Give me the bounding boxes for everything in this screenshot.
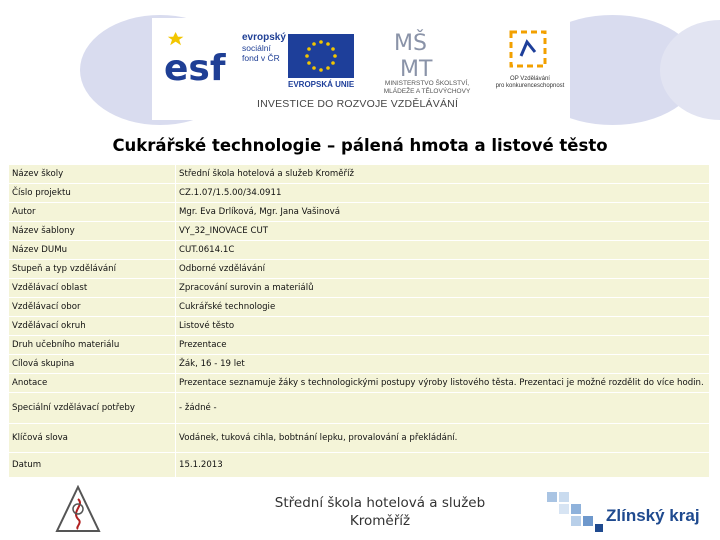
row-value: Žák, 16 - 19 let (176, 355, 710, 374)
row-key: Datum (9, 453, 176, 478)
eu-label: EVROPSKÁ UNIE (288, 80, 355, 89)
svg-text:MŠ: MŠ (394, 31, 427, 56)
school-logo-icon (55, 485, 101, 535)
row-value: CUT.0614.1C (176, 241, 710, 260)
school-name: Střední škola hotelová a služeb Kroměříž (274, 495, 486, 529)
op-vzdelavani-label: OP Vzdělávání pro konkurenceschopnost (495, 76, 565, 89)
esf-logo-icon (162, 30, 237, 88)
op-vzdelavani-logo-icon (507, 28, 549, 70)
table-row (9, 453, 710, 478)
zlinsky-kraj-logo-icon (545, 490, 605, 536)
row-key: Vzdělávací oblast (9, 279, 176, 298)
table-row (9, 298, 710, 317)
zlinsky-kraj-label: Zlínský kraj (606, 506, 700, 525)
row-key: Autor (9, 203, 176, 222)
row-key: Vzdělávací obor (9, 298, 176, 317)
row-key: Název DUMu (9, 241, 176, 260)
table-row (9, 374, 710, 393)
table-row (9, 184, 710, 203)
investice-slogan: INVESTICE DO ROZVOJE VZDĚLÁVÁNÍ (257, 98, 459, 110)
table-row (9, 336, 710, 355)
row-key: Klíčová slova (9, 424, 176, 453)
row-key: Název šablony (9, 222, 176, 241)
table-row (9, 279, 710, 298)
msmt-label: MINISTERSTVO ŠKOLSTVÍ, MLÁDEŽE A TĚLOVÝCHOVY (383, 80, 471, 95)
table-row (9, 424, 710, 453)
table-row (9, 393, 710, 424)
logo-banner (152, 18, 570, 120)
table-row (9, 355, 710, 374)
msmt-logo-icon (392, 28, 442, 80)
table-row (9, 260, 710, 279)
svg-text:MT: MT (400, 57, 433, 80)
table-row (9, 222, 710, 241)
row-key: Druh učebního materiálu (9, 336, 176, 355)
row-value: Střední škola hotelová a služeb Kroměříž (176, 165, 710, 184)
eu-flag-icon (288, 34, 354, 78)
row-key: Stupeň a typ vzdělávání (9, 260, 176, 279)
table-row (9, 165, 710, 184)
row-key: Anotace (9, 374, 176, 393)
row-key: Číslo projektu (9, 184, 176, 203)
esf-label: evropský sociální fond v ČR (242, 32, 286, 63)
row-key: Speciální vzdělávací potřeby (9, 393, 176, 424)
footer (0, 480, 720, 540)
row-key: Název školy (9, 165, 176, 184)
row-value: 15.1.2013 (176, 453, 710, 478)
page-title: Cukrářské technologie – pálená hmota a listové těsto (112, 136, 608, 155)
row-value: Zpracování surovin a materiálů (176, 279, 710, 298)
row-value: Vodánek, tuková cihla, bobtnání lepku, provalování a překládání. (176, 424, 710, 453)
row-value: Odborné vzdělávání (176, 260, 710, 279)
row-key: Vzdělávací okruh (9, 317, 176, 336)
row-value: Listové těsto (176, 317, 710, 336)
row-value: Prezentace (176, 336, 710, 355)
row-value: Cukrářské technologie (176, 298, 710, 317)
table-row (9, 203, 710, 222)
svg-text:esf: esf (164, 48, 226, 88)
row-value: CZ.1.07/1.5.00/34.0911 (176, 184, 710, 203)
row-value: - žádné - (176, 393, 710, 424)
row-key: Cílová skupina (9, 355, 176, 374)
row-value: Mgr. Eva Drlíková, Mgr. Jana Vašinová (176, 203, 710, 222)
row-value: Prezentace seznamuje žáky s technologickými postupy výroby listového těsta. Prezentaci je možné rozdělit do více hodin. (176, 374, 710, 393)
table-row (9, 317, 710, 336)
info-table (8, 164, 710, 478)
table-row (9, 241, 710, 260)
row-value: VY_32_INOVACE CUT (176, 222, 710, 241)
